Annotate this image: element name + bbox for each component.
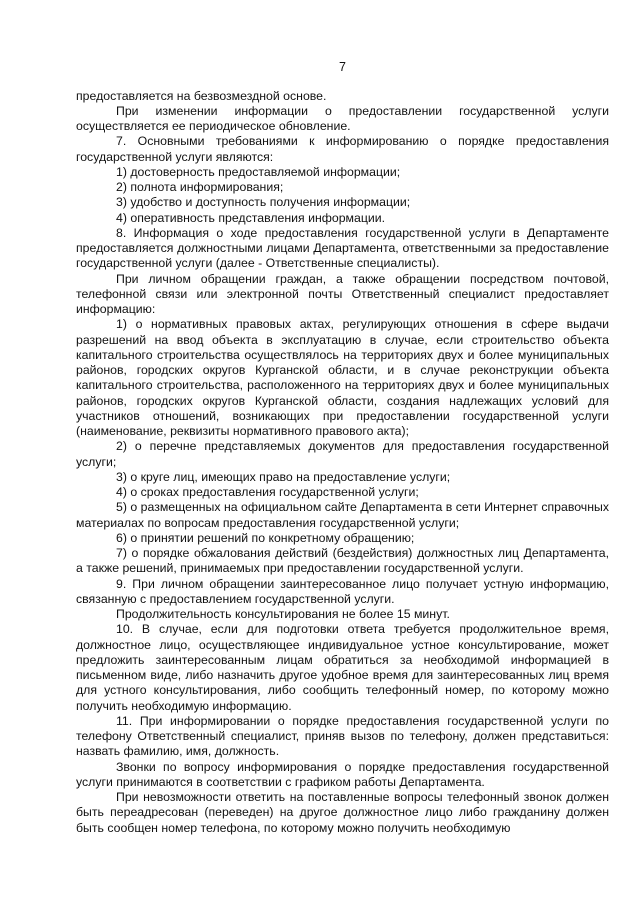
document-body [76,89,609,836]
paragraph: 10. В случае, если для подготовки ответа требуется продолжительное время, должностное лицо, осуществляющее индивидуальное устное консультирование, может предложить заинтересованным лицам обратиться за необходимой информацией в письменном виде, либо назначить другое удобное время для заинтересованных лиц время для устного консультирования, либо сообщить телефонный номер, по которому можно получить необходимую информацию. [76,622,609,713]
paragraph: 2) о перечне представляемых документов для предоставления государственной услуги; [76,439,609,469]
paragraph: 3) удобство и доступность получения информации; [116,195,411,210]
paragraph: Звонки по вопросу информирования о порядке предоставления государственной услуги принимаются в соответствии с графиком работы Департамента. [76,759,609,789]
paragraph: 4) оперативность представления информации. [116,210,386,225]
paragraph: 1) достоверность предоставляемой информации; [116,164,401,179]
paragraph: 11. При информировании о порядке предоставления государственной услуги по телефону Ответственный специалист, приняв вызов по телефону, должен представиться: назвать фамилию, имя, должность. [76,713,609,759]
paragraph: При изменении информации о предоставлении государственной услуги осуществляется ее периодическое обновление. [76,103,609,133]
paragraph: 2) полнота информирования; [116,180,284,194]
paragraph: предоставляется на безвозмездной основе. [76,88,327,103]
paragraph: Продолжительность консультирования не более 15 минут. [116,607,450,621]
paragraph: 1) о нормативных правовых актах, регулирующих отношения в сфере выдачи разрешений на ввод объекта в эксплуатацию в случае, если строительство объекта капитального строительства осуществлялось на территориях двух и более муниципальных районов, городских округов Курганской области, и в случае реконструкции объекта капитального строительства, расположенного на территориях двух и более муниципальных районов, городских округов Курганской области, создания надлежащих условий для участников отношений, возникающих при предоставлении государственной услуги (наименование, реквизиты нормативного правового акта); [76,317,609,438]
paragraph: 7. Основными требованиями к информированию о порядке предоставления государственной услуги являются: [76,134,609,164]
paragraph: 3) о круге лиц, имеющих право на предоставление услуги; [116,469,451,484]
paragraph: При личном обращении граждан, а также обращении посредством почтовой, телефонной связи или электронной почты Ответственный специалист предоставляет информацию: [76,271,609,316]
paragraph: 8. Информация о ходе предоставления государственной услуги в Департаменте предоставляется должностными лицами Департамента, ответственными за предоставление государственной услуги (далее - Ответственные специалисты). [76,225,609,271]
paragraph: 5) о размещенных на официальном сайте Департамента в сети Интернет справочных материалах по вопросам предоставления государственной услуги; [76,500,609,530]
page-number: 7 [339,60,346,74]
document-page [76,0,609,905]
paragraph: 7) о порядке обжалования действий (бездействия) должностных лиц Департамента, а также решений, принимаемых при предоставлении государственной услуги. [76,546,609,576]
paragraph: 9. При личном обращении заинтересованное лицо получает устную информацию, связанную с предоставлением государственной услуги. [76,576,609,606]
paragraph: При невозможности ответить на поставленные вопросы телефонный звонок должен быть переадресован (переведен) на другое должностное лицо либо гражданину должен быть сообщен номер телефона, по которому можно получить необходимую [76,790,609,835]
paragraph: 6) о принятии решений по конкретному обращению; [116,530,415,545]
paragraph: 4) о сроках предоставления государственной услуги; [116,485,419,499]
